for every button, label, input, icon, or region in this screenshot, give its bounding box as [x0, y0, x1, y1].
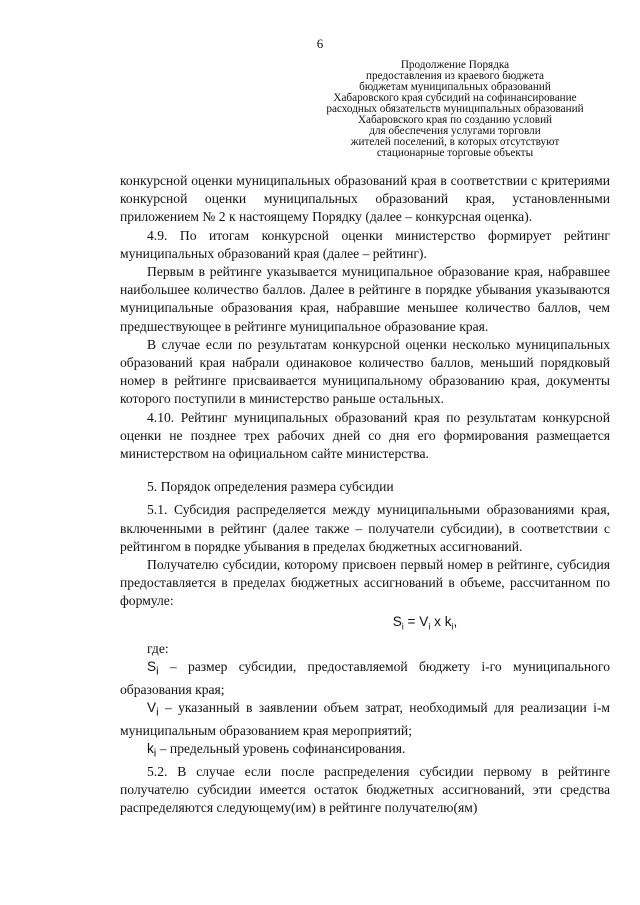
var-v: V	[147, 699, 157, 715]
subsidy-formula	[120, 613, 610, 636]
paragraph: 4.9. По итогам конкурсной оценки министерство формирует рейтинг муниципальных образований края (далее – рейтинг).	[120, 227, 610, 261]
paragraph: В случае если по результатам конкурсной оценки несколько муниципальных образований края набрали одинаковое количество баллов, меньший порядковый номер в рейтинге присваивается муниципальному образованию края, документы которого поступили в министерство раньше остальных.	[120, 336, 610, 407]
var-k-sub: i	[153, 747, 157, 760]
header-line: Продолжение Порядка	[400, 59, 510, 71]
paragraph: конкурсной оценки муниципальных образований края в соответствии с критериями конкурсной оценки муниципальных образований края, установленными приложением № 2 к настоящему Порядку (далее – конкурсная оценка).	[120, 173, 610, 225]
definition-text: – указанный в заявлении объем затрат, необходимый для реализации i-м муниципальным образованием края мероприятий;	[120, 699, 610, 738]
paragraph: 4.10. Рейтинг муниципальных образований края по результатам конкурсной оценки не позднее трех рабочих дней со дня его формирования размещается министерством на официальном сайте министерства.	[120, 409, 610, 462]
formula-end: ,	[453, 613, 458, 629]
document-header	[300, 60, 610, 159]
header-line: для обеспечения услугами торговли	[369, 125, 541, 137]
formula-k: k	[444, 613, 452, 629]
section-title: 5. Порядок определения размера субсидии	[147, 479, 394, 495]
formula-v-sub: i	[428, 621, 431, 632]
page-number: 6	[316, 36, 324, 51]
definition-text: – предельный уровень софинансирования.	[156, 741, 406, 757]
paragraph: 5.1. Субсидия распределяется между муниципальными образованиями края, включенными в рейтинг (далее также – получатели субсидии), в соответствии с рейтингом в порядке убывания в пределах бюджетных ассигнований.	[120, 502, 610, 554]
paragraph: Первым в рейтинге указывается муниципальное образование края, набравшее наибольшее количество баллов. Далее в рейтинге в порядке убывания указываются муниципальные образования края, набравшие меньшее количество баллов, чем предшествующее в рейтинге муниципальное образование края.	[120, 264, 610, 334]
definition-v	[120, 699, 610, 740]
var-k: k	[147, 741, 154, 757]
header-line: Хабаровского края субсидий на софинансирование	[333, 92, 577, 104]
var-v-sub: i	[156, 706, 159, 719]
header-line: жителей поселений, в которых отсутствуют	[350, 136, 560, 148]
document-body	[120, 172, 610, 818]
var-s: S	[147, 658, 157, 674]
definition-s	[120, 658, 610, 699]
formula-eq: =	[403, 613, 420, 629]
formula-k-sub: i	[451, 621, 454, 632]
header-line: Хабаровского края по созданию условий	[357, 114, 553, 126]
paragraph: Получателю субсидии, которому присвоен первый номер в рейтинге, субсидия предоставляется в пределах бюджетных ассигнований в объеме, рассчитанном по формуле:	[120, 557, 610, 609]
definition-text: – размер субсидии, предоставляемой бюджету i-го муниципального образования края;	[120, 658, 610, 697]
definition-k	[120, 740, 610, 763]
formula-s-sub: i	[401, 621, 404, 632]
header-line: стационарные торговые объекты	[376, 147, 534, 159]
header-line: предоставления из краевого бюджета	[366, 70, 544, 82]
where-label: где:	[147, 640, 169, 656]
formula-s: S	[392, 613, 402, 629]
var-s-sub: i	[156, 665, 159, 678]
formula-v: V	[419, 613, 429, 629]
header-line: бюджетам муниципальных образований	[359, 81, 551, 93]
formula-x: x	[430, 613, 445, 629]
header-line: расходных обязательств муниципальных образований	[326, 103, 584, 115]
paragraph: 5.2. В случае если после распределения субсидии первому в рейтинге получателю субсидии имеется остаток бюджетных ассигнований, эти средства распределяются следующему(им) в рейтинге получателю(ям)	[120, 763, 610, 816]
